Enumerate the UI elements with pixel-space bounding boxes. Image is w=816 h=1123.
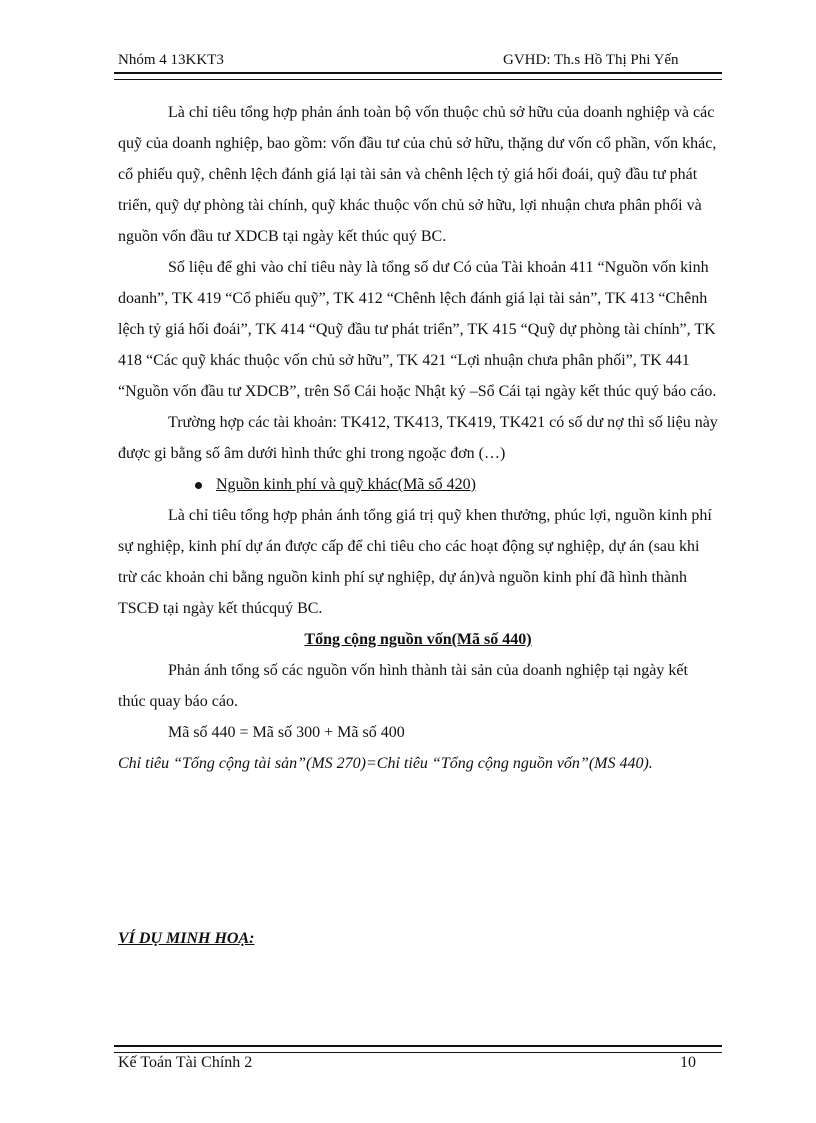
header-group-name: Nhóm 4 13KKT3 [118, 52, 224, 68]
section-title: Tổng cộng nguồn vốn(Mã số 440) [304, 631, 532, 648]
footer-course-title: Kế Toán Tài Chính 2 [118, 1054, 253, 1071]
example-heading: VÍ DỤ MINH HOẠ: [118, 930, 255, 947]
footer-page-number: 10 [680, 1054, 696, 1071]
bullet-item [118, 469, 718, 500]
bullet-text: Nguồn kinh phí và quỹ khác(Mã số 420) [216, 476, 476, 493]
header-instructor: GVHD: Th.s Hồ Thị Phi Yến [503, 52, 679, 68]
paragraph-equity-definition: Là chỉ tiêu tổng hợp phản ánh toàn bộ vốn thuộc chủ sở hữu của doanh nghiệp và các quỹ của doanh nghiệp, bao gồm: vốn đầu tư của chủ sở hữu, thặng dư vốn cổ phần, vốn khác, cổ phiếu quỹ, chênh lệch đánh giá lại tài sản và chênh lệch tỷ giá hối đoái, quỹ đầu tư phát triển, quỹ dự phòng tài chính, quỹ khác thuộc vốn chủ sở hữu, lợi nhuận chưa phân phối và nguồn vốn đầu tư XDCB tại ngày kết thúc quý BC. [118, 104, 717, 245]
document-body [118, 97, 718, 779]
footer-rule [114, 1045, 722, 1053]
header-rule [114, 72, 722, 80]
paragraph-negative-balance: Trường hợp các tài khoản: TK412, TK413, TK419, TK421 có số dư nợ thì số liệu này được gi bằng số âm dưới hình thức ghi trong ngoặc đơn (…) [118, 414, 718, 462]
paragraph-total-capital: Phản ánh tổng số các nguồn vốn hình thành tài sản của doanh nghiệp tại ngày kết thúc quay báo cáo. [118, 662, 688, 710]
formula-line: Mã số 440 = Mã số 300 + Mã số 400 [168, 724, 405, 741]
paragraph-funding-sources: Là chỉ tiêu tổng hợp phản ánh tổng giá trị quỹ khen thưởng, phúc lợi, nguồn kinh phí sự nghiệp, kinh phí dự án được cấp để chi tiêu cho các hoạt động sự nghiệp, dự án (sau khi trừ các khoản chi bằng nguồn kinh phí sự nghiệp, dự án)và nguồn kinh phí đã hình thành TSCĐ tại ngày kết thúcquý BC. [118, 507, 712, 617]
bullet-icon [195, 482, 202, 489]
paragraph-data-source: Số liệu để ghi vào chỉ tiêu này là tổng số dư Có của Tài khoản 411 “Nguồn vốn kinh doanh”, TK 419 “Cổ phiếu quỹ”, TK 412 “Chênh lệch đánh giá lại tài sản”, TK 413 “Chênh lệch tỷ giá hối đoái”, TK 414 “Quỹ đầu tư phát triển”, TK 415 “Quỹ dự phòng tài chính”, TK 418 “Các quỹ khác thuộc vốn chủ sở hữu”, TK 421 “Lợi nhuận chưa phân phối”, TK 441 “Nguồn vốn đầu tư XDCB”, trên Sổ Cái hoặc Nhật ký –Sổ Cái tại ngày kết thúc quý báo cáo. [118, 259, 717, 400]
italic-equation: Chỉ tiêu “Tổng cộng tài sản”(MS 270)=Chỉ tiêu “Tổng cộng nguồn vốn”(MS 440). [118, 755, 653, 772]
